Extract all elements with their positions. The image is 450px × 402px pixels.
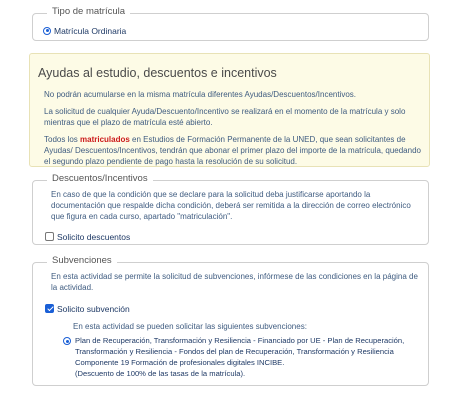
solicito-subvencion-label: Solicito subvención (57, 303, 130, 314)
subvenciones-fieldset (32, 255, 429, 386)
subvenciones-text: En esta actividad se permite la solicitud de subvenciones, infórmese de las condiciones en la página de la actividad. (51, 272, 418, 292)
matricula-ordinaria-radio[interactable] (43, 27, 51, 35)
solicito-subvencion-option[interactable] (45, 300, 130, 318)
solicito-descuentos-option[interactable] (45, 228, 130, 246)
solicito-descuentos-label: Solicito descuentos (57, 231, 131, 242)
matricula-ordinaria-option[interactable] (43, 22, 126, 40)
subvenciones-legend: Subvenciones (47, 255, 117, 266)
tipo-matricula-fieldset (32, 6, 429, 41)
solicito-subvencion-checkbox[interactable] (45, 304, 54, 313)
ayudas-panel (29, 53, 430, 167)
solicito-descuentos-checkbox[interactable] (45, 232, 54, 241)
subvencion-option-text: Plan de Recuperación, Transformación y Resiliencia - Financiado por UE - Plan de Recuperación, Transformación y Resiliencia - Fondos del plan de Recuperación, Transformación y Resiliencia Componente 19 Formación de profesionales digitales INCIBE. (Descuento de 100% de las tasas de la matrícula). (75, 336, 405, 378)
ayudas-paragraph-1: No podrán acumularse en la misma matrícula diferentes Ayudas/Descuentos/Incentivos. (44, 90, 357, 99)
descuentos-legend: Descuentos/Incentivos (47, 173, 153, 184)
descuentos-fieldset (32, 173, 429, 245)
ayudas-title: Ayudas al estudio, descuentos e incentivos (38, 66, 277, 80)
ayudas-paragraph-3: Todos los matriculados en Estudios de Formación Permanente de la UNED, que sean solicitantes de Ayudas/ Descuentos/Incentivos, tendrán que abonar el primer plazo del importe de la matrícula, quedando el segundo plazo pendiente de pago hasta la resolución de su solicitud. (44, 135, 421, 166)
matriculados-highlight: matriculados (80, 135, 130, 144)
subvencion-option-radio[interactable] (63, 337, 71, 345)
tipo-matricula-legend: Tipo de matrícula (47, 6, 130, 17)
ayudas-paragraph-2: La solicitud de cualquier Ayuda/Descuento/Incentivo se realizará en el momento de la matrícula y solo mientras que el plazo de matrícula esté abierto. (44, 107, 406, 127)
subvenciones-list-intro: En esta actividad se pueden solicitar las siguientes subvenciones: (73, 322, 307, 331)
matricula-ordinaria-label: Matrícula Ordinaria (54, 25, 127, 36)
descuentos-text: En caso de que la condición que se declare para la solicitud deba justificarse aportando la documentación que respalde dicha condición, deberá ser remitida a la dirección de correo electrónico que figura en cada curso, apartado "matriculación". (51, 190, 411, 221)
